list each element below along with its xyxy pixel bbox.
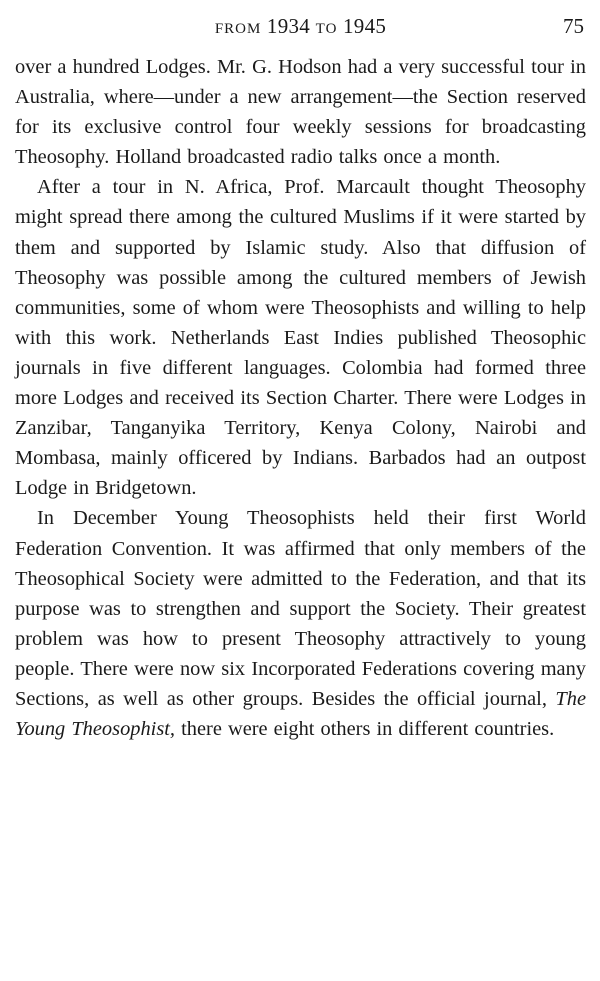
page-number: 75 [563, 14, 584, 38]
running-title-from: FROM [214, 21, 262, 37]
paragraph-3-text-after: there were eight others in different countries. [175, 718, 555, 741]
page-header [15, 0, 586, 52]
paragraph-continued [15, 52, 586, 172]
running-title [15, 14, 586, 39]
paragraph-2-text: After a tour in N. Africa, Prof. Marcault thought Theosophy might spread there among the cultured Muslims if it were started by them and supported by Islamic study. Also that diffusion of Theosophy was possible among the cultured members of Jewish communities, some of whom were Theosophists and willing to help with this work. Netherlands East Indies published Theosophic journals in five different languages. Colombia had formed three more Lodges and received its Section Charter. There were Lodges in Zanzibar, Tanganyika Territory, Kenya Colony, Nairobi and Mombasa, mainly officered by Indians. Barbados had an outpost Lodge in Bridgetown. [15, 176, 586, 500]
running-title-year-start: 1934 [266, 14, 311, 38]
running-title-year-end: 1945 [342, 14, 387, 38]
body-text [15, 52, 586, 744]
paragraph [15, 172, 586, 503]
paragraph [15, 503, 586, 744]
paragraph-1-text: over a hundred Lodges. Mr. G. Hodson had a very successful tour in Australia, where—under a new arrangement—the Section reserved for its exclusive control four weekly sessions for broadcasting Theosophy. Holland broadcasted radio talks once a month. [15, 56, 586, 169]
journal-title: The Young Theosophist, [15, 687, 586, 741]
paragraph-3-text-before: In December Young Theosophists held their first World Federation Convention. It was affirmed that only members of the Theosophical Society were admitted to the Federation, and that its purpose was to strengthen and support the Society. Their greatest problem was how to present Theosophy attractively to young people. There were now six Incorporated Federations covering many Sections, as well as other groups. Besides the official journal, [15, 507, 586, 710]
running-title-to: TO [315, 21, 338, 37]
